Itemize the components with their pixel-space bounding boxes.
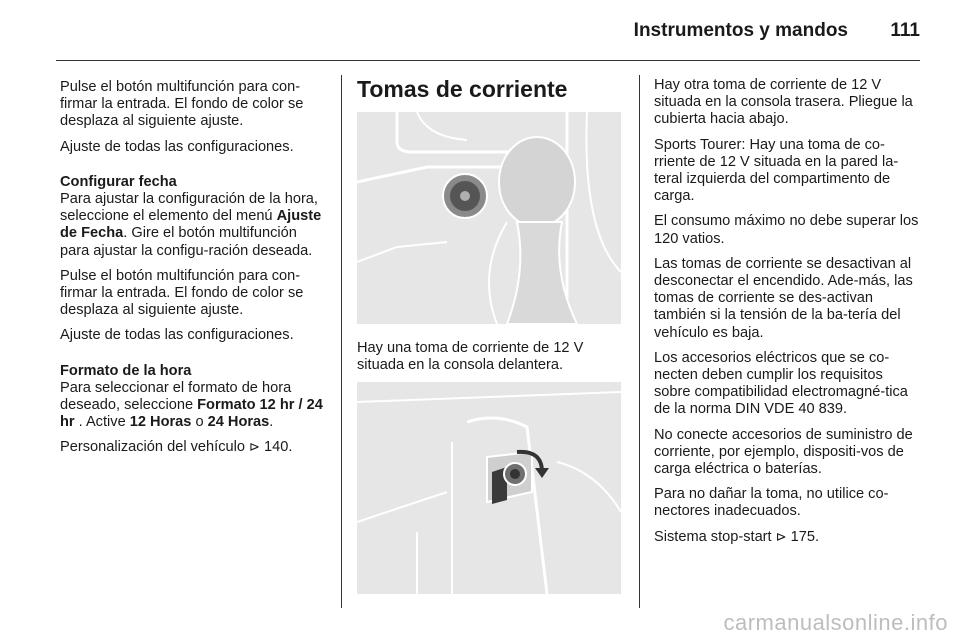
text-run: . <box>269 414 274 431</box>
column-right <box>654 77 922 554</box>
header-rule <box>56 60 920 61</box>
figure-front-socket <box>357 112 621 324</box>
paragraph: Las tomas de corriente se desactivan al desconectar el encendido. Ade-más, las tomas de corriente se des-activan también si la tensión de la ba-tería del vehículo es baja. <box>654 255 913 341</box>
column-divider-1 <box>341 75 342 608</box>
paragraph: Los accesorios eléctricos que se co-necten deben cumplir los requisitos sobre compatibilidad electromagné-tica de la norma DIN VDE 40 839. <box>654 349 908 418</box>
cross-reference[interactable] <box>654 529 922 546</box>
menu-item-ajuste-de-fecha: Ajuste de Fecha <box>60 208 322 242</box>
paragraph: Sports Tourer: Hay una toma de co-rriente de 12 V situada en la pared la-teral izquierda del compartimento de carga. <box>654 136 899 205</box>
page-title: Instrumentos y mandos <box>633 20 848 41</box>
paragraph: Para no dañar la toma, no utilice co-nectores inadecuados. <box>654 486 889 520</box>
paragraph: El consumo máximo no debe superar los 120 vatios. <box>654 213 919 247</box>
paragraph-formato <box>60 380 324 432</box>
reference-arrow-icon: ⊳ <box>775 529 787 545</box>
column-divider-2 <box>639 75 640 608</box>
text-run: o <box>191 414 208 431</box>
heading-configurar-fecha: Configurar fecha <box>60 173 177 190</box>
column-middle <box>357 76 625 610</box>
front-console-illustration <box>357 112 621 324</box>
column-left <box>60 79 324 465</box>
section-title: Tomas de corriente <box>357 76 568 102</box>
text-run: Para seleccionar el formato de hora deseado, seleccione <box>60 379 292 414</box>
reference-text: Sistema stop-start <box>654 528 776 545</box>
reference-text: Personalización del vehículo <box>60 439 250 456</box>
option-12-horas: 12 Horas <box>129 414 192 431</box>
paragraph-fecha <box>60 191 324 260</box>
cross-reference[interactable] <box>60 439 324 456</box>
heading-formato-hora: Formato de la hora <box>60 362 192 379</box>
watermark: carmanualsonline.info <box>723 610 948 635</box>
rear-console-illustration <box>357 382 621 594</box>
menu-item-formato: Formato 12 hr / 24 hr <box>60 397 323 431</box>
figure-caption: Hay una toma de corriente de 12 V situada en la consola delantera. <box>357 340 584 374</box>
paragraph: Ajuste de todas las configuraciones. <box>60 138 294 155</box>
text-run: . Active <box>74 414 130 431</box>
page-header <box>56 16 920 56</box>
text-run: . Gire el botón multifunción para ajustar la configu-ración deseada. <box>60 225 313 259</box>
reference-arrow-icon: ⊳ <box>249 440 260 456</box>
paragraph: Ajuste de todas las configuraciones. <box>60 327 294 344</box>
figure-rear-socket <box>357 382 621 594</box>
paragraph: Pulse el botón multifunción para con-firmar la entrada. El fondo de color se desplaza al siguiente ajuste. <box>60 267 304 319</box>
reference-page: 140. <box>259 439 293 456</box>
paragraph: No conecte accesorios de suministro de corriente, por ejemplo, dispositi-vos de carga eléctrica o baterías. <box>654 426 913 478</box>
page-number: 111 <box>890 20 920 41</box>
reference-page: 175. <box>786 528 820 545</box>
paragraph: Pulse el botón multifunción para con-firmar la entrada. El fondo de color se desplaza al siguiente ajuste. <box>60 79 304 130</box>
option-24-horas: 24 Horas <box>207 414 270 431</box>
paragraph: Hay otra toma de corriente de 12 V situada en la consola trasera. Pliegue la cubierta hacia abajo. <box>654 77 913 128</box>
text-run: Para ajustar la configuración de la hora, seleccione el elemento del menú <box>60 191 318 225</box>
